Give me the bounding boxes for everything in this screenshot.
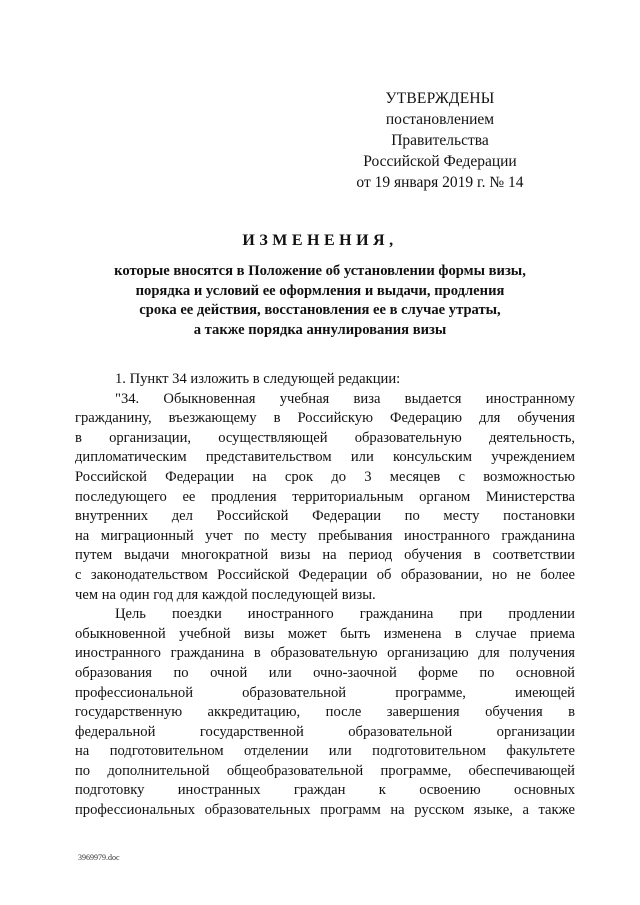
approval-line-1: постановлением Правительства [385, 111, 495, 149]
body-line: внутренних дел Российской Федерации по месту постановки [75, 508, 575, 525]
approval-line-2: Российской Федерации [363, 153, 517, 170]
body-line: профессиональной образовательной программе, имеющей [75, 684, 575, 701]
document-subtitle [90, 262, 550, 340]
body-line: по дополнительной общеобразовательной программе, обеспечивающей [75, 762, 575, 779]
body-line: государственную аккредитацию, после завершения обучения в [75, 704, 575, 721]
subtitle-line: которые вносятся в Положение об установлении формы визы, [114, 263, 526, 279]
body-line: последующего ее продления территориальным органом Министерства [75, 488, 575, 505]
body-line: "34. Обыкновенная учебная виза выдается иностранному [115, 390, 575, 407]
body-line: федеральной государственной образовательной организации [75, 723, 575, 740]
body-line: в организации, осуществляющей образовательную деятельность, [75, 429, 575, 446]
approval-line-3: от 19 января 2019 г. № 14 [356, 174, 524, 191]
body-line: Российской Федерации на срок до 3 месяцев с возможностью [75, 468, 575, 485]
file-name-footer: 3969979.doc [78, 853, 120, 862]
subtitle-line: порядка и условий ее оформления и выдачи, продления [135, 282, 505, 299]
body-line: чем на один год для каждой последующей визы. [75, 586, 376, 603]
body-line: обыкновенной учебной визы может быть изменена в случае приема [75, 625, 575, 642]
approval-block [340, 88, 540, 193]
body-line: гражданину, въезжающему в Российскую Федерацию для обучения [75, 410, 575, 427]
approval-title: УТВЕРЖДЕНЫ [385, 90, 495, 107]
body-line: с законодательством Российской Федерации об образовании, но не более [75, 566, 575, 583]
subtitle-line: а также порядка аннулирования визы [193, 321, 447, 338]
body-line: дипломатическим представительством или консульским учреждением [75, 449, 575, 466]
body-line: образования по очной или очно-заочной форме по основной [75, 664, 575, 681]
body-line: подготовку иностранных граждан к освоению основных [75, 782, 575, 799]
subtitle-line: срока ее действия, восстановления ее в случае утраты, [139, 302, 501, 319]
body-line: на подготовительном отделении или подготовительном факультете [75, 743, 575, 760]
document-title: ИЗМЕНЕНИЯ, [242, 232, 398, 249]
body-line: иностранного гражданина в образовательную организацию для получения [75, 645, 575, 662]
body-line: профессиональных образовательных программ на русском языке, а также [75, 802, 575, 819]
body-line: Цель поездки иностранного гражданина при продлении [115, 606, 575, 623]
document-body [75, 370, 575, 821]
body-line: на миграционный учет по месту пребывания иностранного гражданина [75, 527, 575, 544]
body-line: путем выдачи многократной визы на период обучения в соответствии [75, 547, 575, 564]
body-line: 1. Пункт 34 изложить в следующей редакции: [115, 371, 401, 387]
